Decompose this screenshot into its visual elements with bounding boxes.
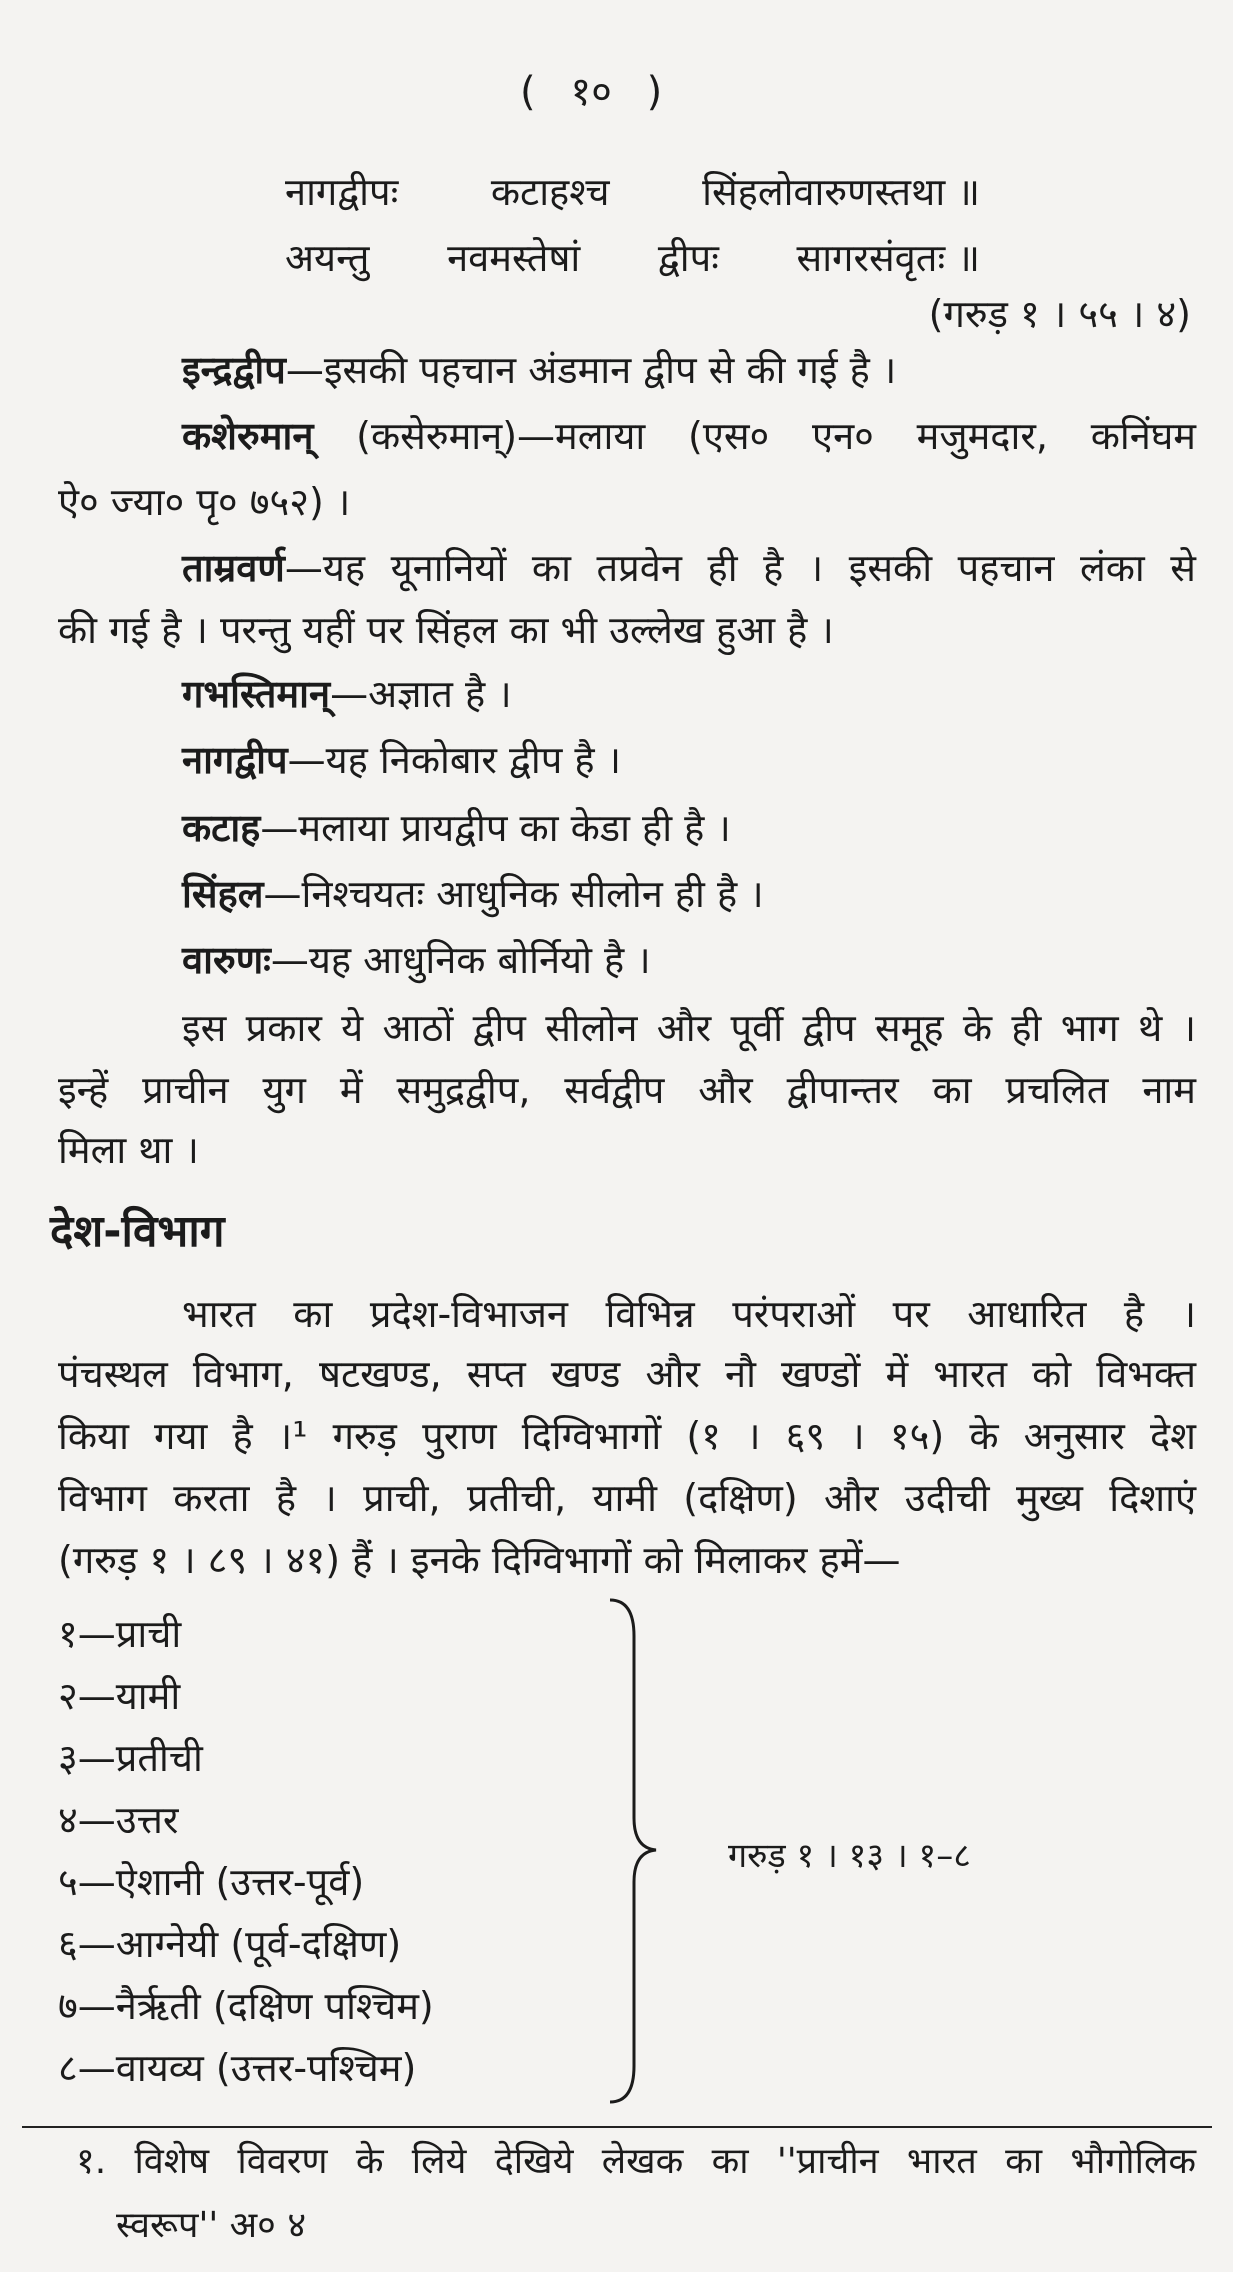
entry-text: —यह निकोबार द्वीप है ।: [287, 738, 622, 782]
direction-item: १—प्राची: [58, 1612, 182, 1656]
entry-continuation: की गई है । परन्तु यहीं पर सिंहल का भी उल्लेख हुआ है ।: [58, 608, 834, 652]
verse-word: अयन्तु: [285, 236, 370, 280]
direction-item: ५—ऐशानी (उत्तर-पूर्व): [58, 1860, 365, 1904]
entry-indradvipa: [182, 348, 896, 394]
paragraph-line: भारत का प्रदेश-विभाजन विभिन्न परंपराओं पर आधारित है ।: [182, 1292, 1196, 1336]
verse-line-1: [285, 170, 980, 216]
verse-word: सागरसंवृतः ॥: [796, 236, 980, 280]
verse-word: नवमस्तेषां: [447, 236, 581, 280]
entry-term: वारुणः: [182, 938, 271, 982]
entry-kataha: [182, 806, 731, 852]
directions-reference: गरुड़ १ । १३ । १–८: [728, 1836, 971, 1876]
entry-text: —अज्ञात है ।: [330, 672, 512, 716]
verse-reference: (गरुड़ १ । ५५ । ४): [928, 292, 1191, 336]
paragraph-line: (गरुड़ १ । ८९ । ४१) हैं । इनके दिग्विभागों को मिलाकर हमें—: [58, 1538, 901, 1582]
direction-item: ७—नैर्ऋती (दक्षिण पश्चिम): [58, 1984, 434, 2028]
entry-term: कशेरुमान्: [182, 414, 314, 458]
direction-item: ८—वायव्य (उत्तर-पश्चिम): [58, 2046, 417, 2090]
entry-text: —यह आधुनिक बोर्नियो है ।: [270, 938, 651, 982]
entry-term: नागद्वीप: [182, 738, 288, 782]
entry-nagadvipa: [182, 738, 621, 784]
direction-item: २—यामी: [58, 1674, 181, 1718]
paragraph-line: किया गया है ।¹ गरुड़ पुराण दिग्विभागों (१ । ६९ । १५) के अनुसार देश: [58, 1414, 1196, 1458]
entry-term: ताम्रवर्ण: [182, 546, 285, 590]
verse-word: नागद्वीपः: [285, 170, 399, 214]
entry-kasherumaan: [182, 414, 1196, 460]
paragraph-line: पंचस्थल विभाग, षटखण्ड, सप्त खण्ड और नौ खण्डों में भारत को विभक्त: [58, 1352, 1196, 1396]
entry-term: गभस्तिमान्: [182, 672, 331, 716]
entry-term: कटाह: [182, 806, 261, 850]
entry-term: इन्द्रद्वीप: [182, 348, 286, 392]
paragraph-line: विभाग करता है । प्राची, प्रतीची, यामी (दक्षिण) और उदीची मुख्य दिशाएं: [58, 1476, 1196, 1520]
paragraph-line: मिला था ।: [58, 1128, 199, 1172]
entry-text: —मलाया प्रायद्वीप का केडा ही है ।: [260, 806, 731, 850]
entry-continuation: ऐ० ज्या० पृ० ७५२) ।: [58, 480, 351, 524]
footnote-line: स्वरूप'' अ० ४: [116, 2205, 307, 2246]
paragraph-line: इन्हें प्राचीन युग में समुद्रद्वीप, सर्वद्वीप और द्वीपान्तर का प्रचलित नाम: [58, 1068, 1196, 1112]
verse-line-2: [285, 236, 980, 282]
footnote-line: १. विशेष विवरण के लिये देखिये लेखक का ''प्राचीन भारत का भौगोलिक: [76, 2141, 1196, 2182]
direction-item: ६—आग्नेयी (पूर्व-दक्षिण): [58, 1922, 402, 1966]
entry-varuna: [182, 938, 651, 984]
entry-text: —निश्चयतः आधुनिक सीलोन ही है ।: [263, 872, 764, 916]
entry-simhala: [182, 872, 764, 918]
direction-item: ४—उत्तर: [58, 1798, 179, 1842]
entry-tamravarna: [182, 546, 1196, 592]
verse-word: सिंहलोवारुणस्तथा ॥: [702, 170, 980, 214]
verse-word: द्वीपः: [657, 236, 719, 280]
verse-word: कटाहश्च: [490, 170, 610, 214]
entry-term: सिंहल: [182, 872, 264, 916]
footnote-divider: [22, 2126, 1212, 2128]
section-heading: देश-विभाग: [50, 1206, 225, 1257]
page-number: ( १० ): [520, 69, 663, 115]
right-brace-icon: [600, 1596, 660, 2106]
entry-gabhastimaan: [182, 672, 512, 718]
direction-item: ३—प्रतीची: [58, 1736, 203, 1780]
entry-text: —यह यूनानियों का तप्रवेन ही है । इसकी पहचान लंका से: [284, 546, 1196, 590]
paragraph-line: इस प्रकार ये आठों द्वीप सीलोन और पूर्वी द्वीप समूह के ही भाग थे ।: [182, 1006, 1196, 1050]
entry-text: —इसकी पहचान अंडमान द्वीप से की गई है ।: [285, 348, 897, 392]
entry-text: (कसेरुमान्)—मलाया (एस० एन० मजुमदार, कनिंघम: [313, 414, 1196, 458]
